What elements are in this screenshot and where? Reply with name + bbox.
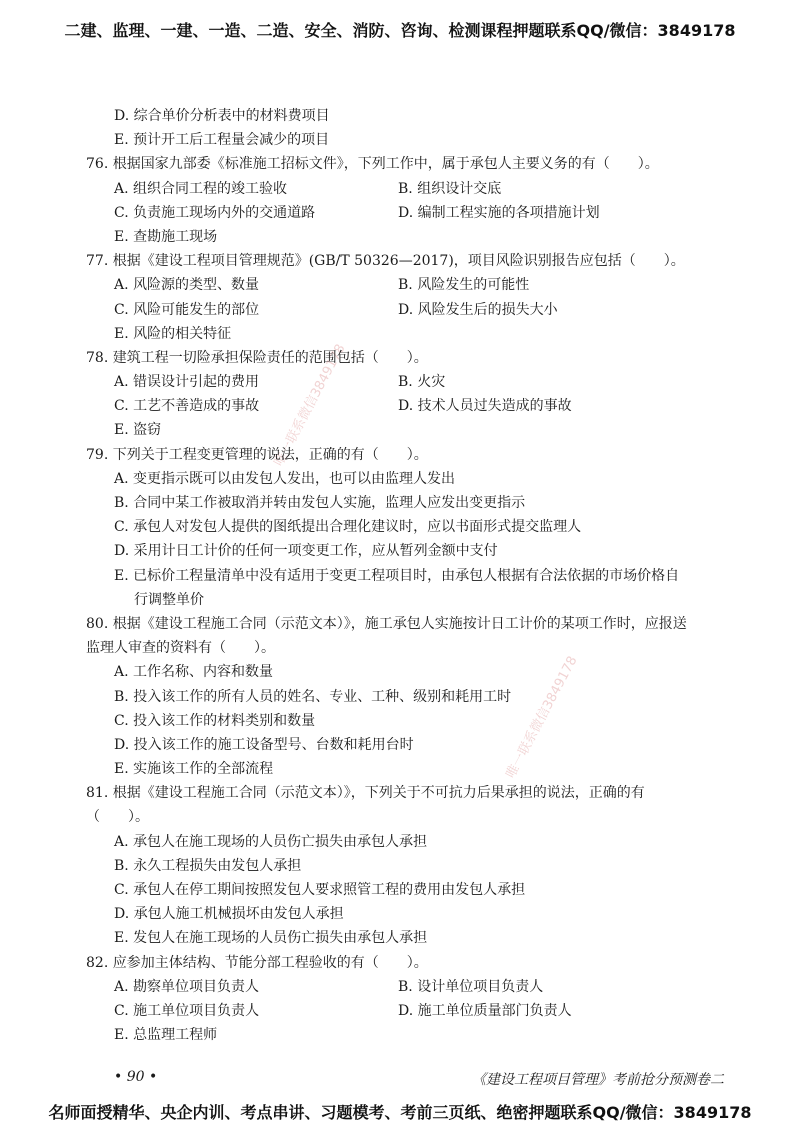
page-footer bbox=[96, 1069, 724, 1091]
question-76: 76. 根据国家九部委《标准施工招标文件》，下列工作中，属于承包人主要义务的有（ ）。 bbox=[86, 156, 659, 173]
options-row bbox=[86, 370, 736, 394]
options-row bbox=[86, 999, 736, 1023]
watermark: 唯一联系微信3849178 bbox=[503, 653, 581, 781]
footer-banner: 名师面授精华、央企内训、考点串讲、习题模考、考前三页纸、绝密押题联系QQ/微信：3849178 bbox=[48, 1103, 752, 1122]
question-list bbox=[86, 104, 736, 1047]
option-b: B. 组织设计交底 bbox=[398, 180, 502, 197]
option-d: D. 投入该工作的施工设备型号、台数和耗用台时 bbox=[114, 736, 414, 753]
option-e: E. 盗窃 bbox=[114, 422, 162, 439]
option-a: A. 风险源的类型、数量 bbox=[114, 277, 260, 294]
page-number: • 90 • bbox=[114, 1069, 158, 1085]
option-c: C. 施工单位项目负责人 bbox=[114, 1002, 260, 1019]
option-d: D. 施工单位质量部门负责人 bbox=[398, 1002, 572, 1019]
option-b: B. 设计单位项目负责人 bbox=[398, 978, 544, 995]
option-c: C. 承包人在停工期间按照发包人要求照管工程的费用由发包人承担 bbox=[114, 882, 526, 898]
question-77: 77. 根据《建设工程项目管理规范》(GB/T 50326—2017)，项目风险识别报告应包括（ ）。 bbox=[86, 253, 685, 270]
option-a: A. 变更指示既可以由发包人发出，也可以由监理人发出 bbox=[114, 470, 456, 487]
option-c: C. 投入该工作的材料类别和数量 bbox=[114, 712, 316, 729]
question-81: 81. 根据《建设工程施工合同（示范文本）》，下列关于不可抗力后果承担的说法，正确的有 bbox=[86, 785, 645, 802]
option-d: D. 采用计日工计价的任何一项变更工作，应从暂列金额中支付 bbox=[114, 543, 498, 560]
option-a: A. 错误设计引起的费用 bbox=[114, 374, 260, 391]
option-b: B. 永久工程损失由发包人承担 bbox=[114, 857, 302, 874]
option-e: E. 实施该工作的全部流程 bbox=[114, 761, 274, 778]
option-c: C. 承包人对发包人提供的图纸提出合理化建议时，应以书面形式提交监理人 bbox=[114, 519, 582, 536]
question-80: 80. 根据《建设工程施工合同（示范文本）》，施工承包人实施按计日工计价的某项工作时，应报送 bbox=[86, 615, 687, 632]
option-c: C. 风险可能发生的部位 bbox=[114, 301, 260, 318]
question-80-continued: 监理人审查的资料有（ ）。 bbox=[86, 640, 275, 657]
options-row bbox=[86, 177, 736, 201]
options-row bbox=[86, 394, 736, 418]
options-row bbox=[86, 975, 736, 999]
option-b: B. 合同中某工作被取消并转由发包人实施，监理人应发出变更指示 bbox=[114, 495, 526, 511]
option-d: D. 技术人员过失造成的事故 bbox=[398, 398, 572, 415]
options-row bbox=[86, 273, 736, 297]
option-e: E. 发包人在施工现场的人员伤亡损失由承包人承担 bbox=[114, 930, 428, 947]
option-c: C. 负责施工现场内外的交通道路 bbox=[114, 204, 316, 221]
option-a: A. 工作名称、内容和数量 bbox=[114, 664, 274, 681]
option-e-continued: 行调整单价 bbox=[134, 591, 204, 608]
options-row bbox=[86, 201, 736, 225]
question-82: 82. 应参加主体结构、节能分部工程验收的有（ ）。 bbox=[86, 954, 428, 971]
book-title: 《建设工程项目管理》考前抢分预测卷二 bbox=[472, 1072, 724, 1088]
option-b: B. 风险发生的可能性 bbox=[398, 277, 530, 294]
option-b: B. 火灾 bbox=[398, 374, 446, 391]
header-banner: 二建、监理、一建、一造、二造、安全、消防、咨询、检测课程押题联系QQ/微信：3849178 bbox=[64, 21, 736, 40]
question-78: 78. 建筑工程一切险承担保险责任的范围包括（ ）。 bbox=[86, 349, 428, 366]
options-row bbox=[86, 298, 736, 322]
option-e: E. 已标价工程量清单中没有适用于变更工程项目时，由承包人根据有合法依据的市场价格自 bbox=[114, 567, 680, 584]
question-81-continued: （ ）。 bbox=[86, 809, 149, 826]
option-d: D. 综合单价分析表中的材料费项目 bbox=[114, 108, 330, 124]
question-79: 79. 下列关于工程变更管理的说法，正确的有（ ）。 bbox=[86, 446, 428, 463]
option-a: A. 勘察单位项目负责人 bbox=[114, 978, 260, 995]
option-c: C. 工艺不善造成的事故 bbox=[114, 398, 260, 415]
option-b: B. 投入该工作的所有人员的姓名、专业、工种、级别和耗用工时 bbox=[114, 688, 512, 705]
option-d: D. 承包人施工机械损坏由发包人承担 bbox=[114, 906, 344, 923]
option-a: A. 承包人在施工现场的人员伤亡损失由承包人承担 bbox=[114, 833, 428, 850]
option-a: A. 组织合同工程的竣工验收 bbox=[114, 180, 288, 197]
option-e: E. 总监理工程师 bbox=[114, 1027, 218, 1044]
option-d: D. 风险发生后的损失大小 bbox=[398, 301, 558, 318]
option-e: E. 风险的相关特征 bbox=[114, 325, 232, 342]
watermark: 唯一联系微信3849178 bbox=[271, 341, 349, 469]
option-d: D. 编制工程实施的各项措施计划 bbox=[398, 204, 600, 221]
option-e: E. 预计开工后工程量会减少的项目 bbox=[114, 132, 330, 149]
option-e: E. 查勘施工现场 bbox=[114, 228, 218, 245]
